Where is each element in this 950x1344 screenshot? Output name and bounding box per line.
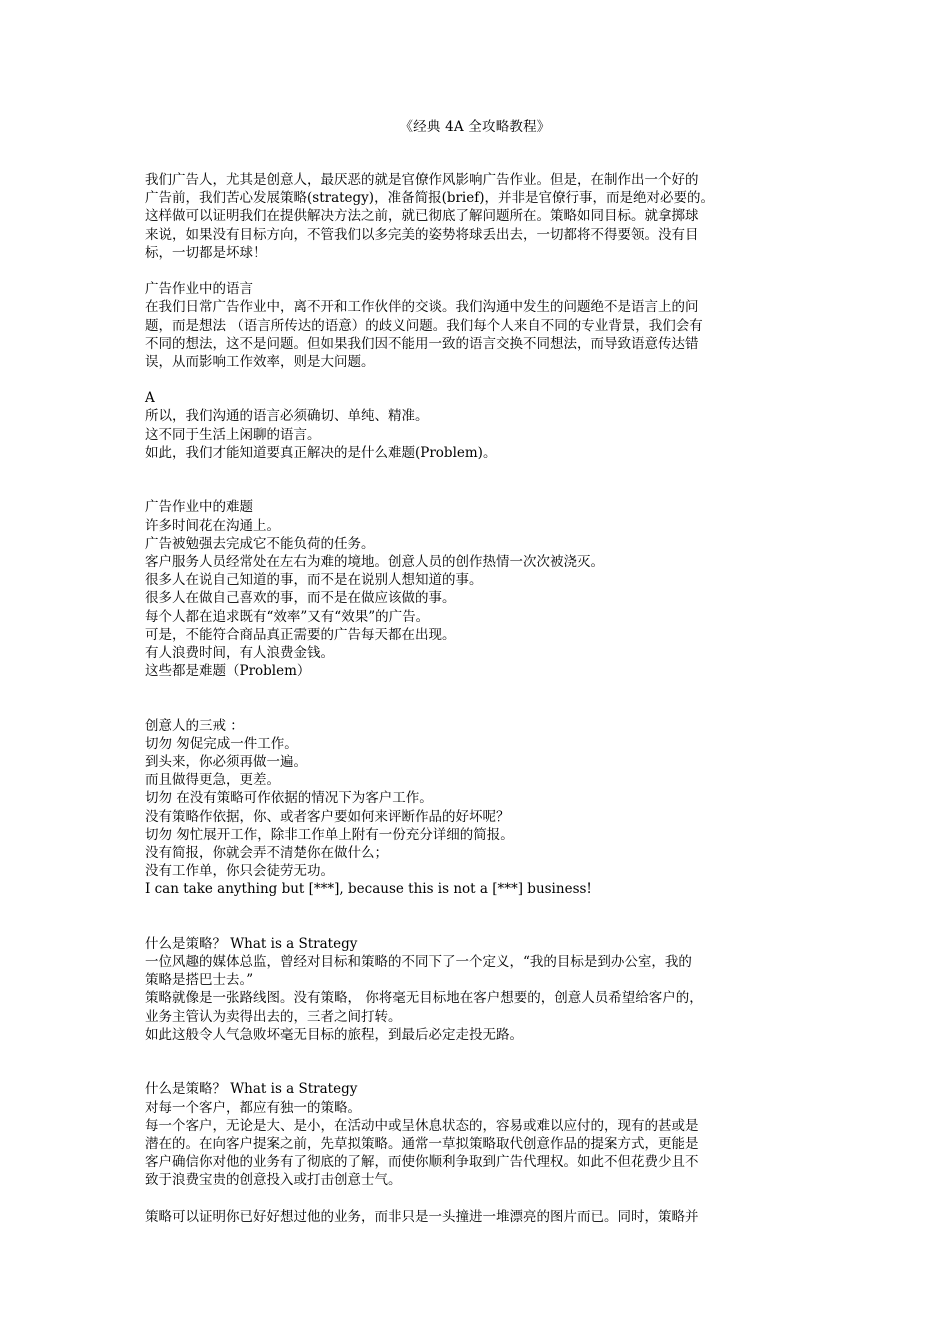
text-line: 在我们日常广告作业中，离不开和工作伙伴的交谈。我们沟通中发生的问题绝不是语言上的问 [145, 299, 699, 316]
strategy-section-2 [145, 1080, 805, 1189]
text-line: 广告前，我们苦心发展策略(strategy)，准备简报(brief)，并非是官僚行事，而是绝对必要的。 [145, 190, 715, 207]
text-line: 所以，我们沟通的语言必须确切、单纯、精准。 [145, 408, 429, 425]
section-heading: 创意人的三戒 ： [145, 717, 244, 734]
text-line: 致于浪费宝贵的创意投入或打击创意士气。 [145, 1172, 402, 1189]
intro-paragraph [145, 171, 805, 262]
text-line: 来说，如果没有目标方向，不管我们以多完美的姿势将球丢出去，一切都将不得要领。没有目 [145, 226, 699, 243]
text-line: 误，从而影响工作效率，则是大问题。 [145, 353, 375, 370]
paragraph-gap [145, 680, 805, 716]
text-line: 这不同于生活上闲聊的语言。 [145, 426, 321, 443]
text-line: 不同的想法，这不是问题。但如果我们因不能用一致的语言交换不同想法，而导致语意传达错 [145, 335, 699, 352]
text-line: 一位风趣的媒体总监，曾经对目标和策略的不同下了一个定义，“我的目标是到办公室，我的 [145, 954, 692, 971]
text-line: 切勿 匆促完成一件工作。 [145, 735, 298, 752]
text-line: 业务主管认为卖得出去的，三者之间打转。 [145, 1008, 402, 1025]
paragraph-gap [145, 1190, 805, 1208]
text-line: 标，一切都是坏球！ [145, 244, 267, 261]
text-line: 对每一个客户，都应有独一的策略。 [145, 1099, 361, 1116]
text-line: 切勿 匆忙展开工作，除非工作单上附有一份充分详细的简报。 [145, 826, 514, 843]
text-line: 这些都是难题（Problem） [145, 663, 311, 680]
text-line: 如此，我们才能知道要真正解决的是什么难题(Problem)。 [145, 444, 497, 461]
text-line: 切勿 在没有策略可作依据的情况下为客户工作。 [145, 790, 433, 807]
a-section [145, 389, 805, 462]
text-line: 没有策略作依据，你、或者客户要如何来评断作品的好坏呢？ [145, 808, 510, 825]
strategy-section-1 [145, 935, 805, 1044]
text-line: 很多人在做自己喜欢的事，而不是在做应该做的事。 [145, 590, 456, 607]
text-line: 每个人都在追求既有“效率”又有“效果”的广告。 [145, 608, 430, 625]
section-heading: 广告作业中的语言 [145, 281, 253, 298]
text-line: I can take anything but [***], because this is not a [***] business! [145, 881, 592, 898]
text-line: 很多人在说自己知道的事，而不是在说别人想知道的事。 [145, 572, 483, 589]
text-line: 可是，不能符合商品真正需要的广告每天都在出现。 [145, 626, 456, 643]
text-line: 没有简报，你就会弄不清楚你在做什么； [145, 844, 388, 861]
paragraph-gap [145, 371, 805, 389]
section-heading: 广告作业中的难题 [145, 499, 253, 516]
text-line: 客户确信你对他的业务有了彻底的了解，而使你顺利争取到广告代理权。如此不但花费少且不 [145, 1154, 699, 1171]
section-heading: 什么是策略？ What is a Strategy [145, 935, 358, 952]
text-line: 潜在的。在向客户提案之前，先草拟策略。通常一草拟策略取代创意作品的提案方式，更能是 [145, 1136, 699, 1152]
text-line: 策略可以证明你已好好想过他的业务，而非只是一头撞进一堆漂亮的图片而已。同时，策略并 [145, 1208, 699, 1225]
paragraph-gap [145, 462, 805, 498]
document-body [145, 171, 805, 1226]
text-line: 我们广告人，尤其是创意人，最厌恶的就是官僚作风影响广告作业。但是，在制作出一个好的 [145, 172, 699, 188]
text-line: 如此这般令人气急败坏毫无目标的旅程，到最后必定走投无路。 [145, 1026, 523, 1043]
section-heading: 什么是策略？ What is a Strategy [145, 1081, 358, 1098]
problems-section [145, 498, 805, 680]
text-line: 策略就像是一张路线图。没有策略， 你将毫无目标地在客户想要的，创意人员希望给客户的， [145, 990, 703, 1007]
text-line: 到头来，你必须再做一遍。 [145, 754, 307, 771]
closing-paragraph [145, 1208, 805, 1226]
text-line: 没有工作单，你只会徒劳无功。 [145, 863, 334, 880]
text-line: 这样做可以证明我们在提供解决方法之前，就已彻底了解问题所在。策略如同目标。就拿掷球 [145, 208, 699, 225]
language-section [145, 280, 805, 371]
paragraph-gap [145, 262, 805, 280]
paragraph-gap [145, 899, 805, 935]
text-line: 每一个客户，无论是大、是小，在活动中或呈休息状态的，容易或难以应付的，现有的甚或是 [145, 1117, 699, 1134]
text-line: 题，而是想法 （语言所传达的语意）的歧义问题。我们每个人来自不同的专业背景，我们会有 [145, 317, 703, 334]
text-line: 策略是搭巴士去。” [145, 972, 254, 989]
text-line: 而且做得更急，更差。 [145, 772, 280, 789]
three-rules-section [145, 717, 805, 899]
text-line: 客户服务人员经常处在左右为难的境地。创意人员的创作热情一次次被浇灭。 [145, 553, 604, 570]
text-line: 许多时间花在沟通上。 [145, 517, 280, 534]
text-line: 有人浪费时间，有人浪费金钱。 [145, 644, 334, 661]
section-marker: A [145, 390, 155, 407]
text-line: 广告被勉强去完成它不能负荷的任务。 [145, 535, 375, 552]
paragraph-gap [145, 1044, 805, 1080]
document-title: 《经典 4A 全攻略教程》 [399, 119, 551, 135]
